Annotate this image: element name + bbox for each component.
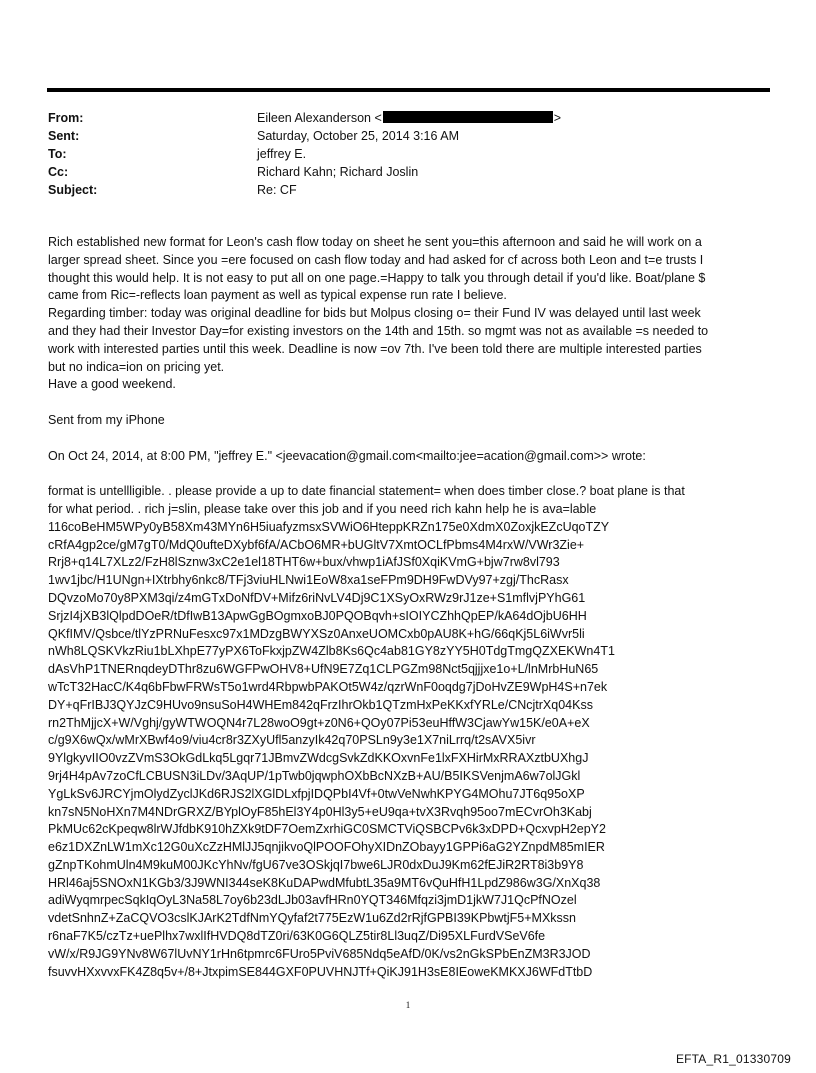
encoded-line: adiWyqmrpecSqkIqOyL3Na58L7oy6b23dLJb03avfHRn0YQT346Mfqzi3jmD1jkW7J1QcPfNOzel <box>48 893 577 908</box>
body-line: Have a good weekend. <box>48 377 176 392</box>
email-header <box>48 109 768 199</box>
cc-row <box>48 163 768 181</box>
sent-from-signature: Sent from my iPhone <box>48 412 165 427</box>
body-line: but no indica=ion on pricing yet. <box>48 359 225 374</box>
sent-value: Saturday, October 25, 2014 3:16 AM <box>257 129 459 143</box>
quoted-message <box>48 483 770 981</box>
from-value <box>257 111 561 125</box>
page-number: 1 <box>405 1000 411 1010</box>
blank-line <box>48 465 770 483</box>
encoded-line: YgLkSv6JRCYjmOlydZyclJKd6RJS2lXGlDLxfpjIDQPbI4Vf+0twVeNwhKPYG4MOhu7JT6q95oXP <box>48 786 585 801</box>
body-line: and they had their Investor Day=for existing investors on the 14th and 15th. so mgmt was not as available =s needed to <box>48 323 709 338</box>
from-close: > <box>553 111 562 125</box>
subject-value: Re: CF <box>257 183 297 197</box>
from-name: Eileen Alexanderson < <box>257 111 382 125</box>
encoded-line: cRfA4gp2ce/gM7gT0/MdQ0ufteDXybf6fA/ACbO6MR+bUGltV7XmtOCLfPbms4M4rxW/VWr3Zie+ <box>48 537 585 552</box>
to-row <box>48 145 768 163</box>
sent-label: Sent: <box>48 129 80 143</box>
email-body <box>48 234 770 981</box>
encoded-line: QKfIMV/Qsbce/tlYzPRNuFesxc97x1MDzgBWYXSz0AnxeUOMCxb0pAU8K+hG/66qKj5L6iWvr5li <box>48 626 585 641</box>
message-paragraph <box>48 234 770 394</box>
quote-header: On Oct 24, 2014, at 8:00 PM, "jeffrey E." <jeevacation@gmail.com<mailto:jee=acation@gmail.com>> wrote: <box>48 448 646 463</box>
encoded-line: HRl46aj5SNOxN1KGb3/3J9WNI344seK8KuDAPwdMfubtL35a9MT6vQuHfH1LpdZ986w3G/XnXq38 <box>48 875 601 890</box>
encoded-line: DQvzoMo70y8PXM3qi/z4mGTxDoNfDV+Mifz6riNvLV4Dj9C1XSyOxRWz9rJ1ze+S1mflvjPYhG61 <box>48 590 586 605</box>
encoded-line: SrjzI4jXB3lQlpdDOeR/tDfIwB13ApwGgBOgmxoBJ0PQOBqvh+sIOIYCZhhQpEP/kA64dOjbU6HH <box>48 608 587 623</box>
from-label: From: <box>48 111 84 125</box>
encoded-line: 1wv1jbc/H1UNgn+IXtrbhy6nkc8/TFj3viuHLNwi1EoW8xa1seFPm9DH9FwDVy97+zgj/ThcRasx <box>48 573 569 588</box>
blank-line <box>48 394 770 412</box>
sent-row <box>48 127 768 145</box>
encoded-line: e6z1DXZnLW1mXc12G0uXcZzHMlJJ5qnjikvoQlPOOFOhyXIDnZObayy1GPPi6aG2YZnpdM85mIER <box>48 840 605 855</box>
encoded-line: nWh8LQSKVkzRiu1bLXhpE77yPX6ToFkxjpZW4Zlb8Ks6Qc4ab81GY8zYY5H0TdgTmgQZXEKWn4T1 <box>48 644 615 659</box>
encoded-line: Rrj8+q14L7XLz2/FzH8lSznw3xC2e1el18THT6w+bux/vhwp1iAfJSf0XqiKVmG+bjw7rw8vl793 <box>48 555 560 570</box>
encoded-line: dAsVhP1TNERnqdeyDThr8zu6WGFPwOHV8+UfN9E7Zq1CLPGZm98Nct5qjjjxe1o+L/lnMrbHuN65 <box>48 662 599 677</box>
redaction-bar <box>383 111 553 123</box>
cc-value: Richard Kahn; Richard Joslin <box>257 165 419 179</box>
encoded-line: PkMUc62cKpeqw8lrWJfdbK910hZXk9tDF7OemZxrhiGC0SMCTViQSBCPv6k3xDPD+QcxvpH2epY2 <box>48 822 606 837</box>
encoded-line: r6naF7K5/czTz+uePlhx7wxlIfHVDQ8dTZ0ri/63K0G6QLZ5tir8Ll3uqZ/Di95XLFurdVSeV6fe <box>48 929 546 944</box>
body-line: thought this would help. It is not easy to put all on one page.=Happy to talk you through detail if you'd like. Boat/plane $ <box>48 270 706 285</box>
encoded-line: fsuvvHXxvvxFK4Z8q5v+/8+JtxpimSE844GXF0PUVHNJTf+QiKJ91H3sE8IEoweKMKXJ6WFdTtbD <box>48 964 593 979</box>
body-line: larger spread sheet. Since you =ere focused on cash flow today and had asked for cf across both Leon and t=e trusts I <box>48 252 704 267</box>
to-value: jeffrey E. <box>257 147 307 161</box>
encoded-line: DY+qFrIBJ3QYJzC9HUvo9nsuSoH4WHEm842qFrzIhrOkb1QTzmHxPeKKxfYRLe/CNcjtrXq04Kss <box>48 697 593 712</box>
subject-row <box>48 181 768 199</box>
encoded-line: rn2ThMjjcX+W/Vghj/gyWTWOQN4r7L28woO9gt+z0N6+QOy07Pi53euHffW3CjawYw15K/e0A+eX <box>48 715 590 730</box>
quote-line: format is untellligible. . please provide a up to date financial statement= when does timber close.? boat plane is that <box>48 484 685 499</box>
header-rule <box>47 88 770 92</box>
body-line: Regarding timber: today was original deadline for bids but Molpus closing o= their Fund IV was delayed until last week <box>48 306 701 321</box>
encoded-line: 116coBeHM5WPy0yB58Xm43MYn6H5iuafyzmsxSVWiO6HteppKRZn175e0XdmX0ZoxjkEZcUqoTZY <box>48 519 610 534</box>
subject-label: Subject: <box>48 183 98 197</box>
bates-number: EFTA_R1_01330709 <box>675 1052 791 1066</box>
cc-label: Cc: <box>48 165 69 179</box>
from-row <box>48 109 768 127</box>
encoded-line: 9rj4H4pAv7zoCfLCBUSN3iLDv/3AqUP/1pTwb0jqwphOXbBcNXzB+AU/B5IKSVenjmA6w7olJGkl <box>48 768 581 783</box>
to-label: To: <box>48 147 67 161</box>
encoded-line: kn7sN5NoHXn7M4NDrGRXZ/BYplOyF85hEl3Y4p0Hl3y5+eU9qa+tvX3Rvqh95oo7mECvrOh3Kabj <box>48 804 592 819</box>
encoded-line: gZnpTKohmUln4M9kuM00JKcYhNv/fgU67ve3OSkjqI7bwe6LJR0dxDuJ9Km62fEJiR2RT8i3b9Y8 <box>48 857 584 872</box>
encoded-line: wTcT32HacC/K4q6bFbwFRWsT5o1wrd4RbpwbPAKOt5W4z/qzrWnF0oqdg7jDoHvZE9WpH4S+n7ek <box>48 679 608 694</box>
body-line: work with interested parties until this week. Deadline is now =ov 7th. I've been told there are multiple interested parties <box>48 341 702 356</box>
quote-line: for what period. . rich j=slin, please take over this job and if you need rich kahn help he is ava=lable <box>48 501 597 516</box>
encoded-line: c/g9X6wQx/wMrXBwf4o9/viu4cr8r3ZXyUfl5anzyIk42q70PSLn9y3e1X7niLrrq/t2sAVX5ivr <box>48 733 536 748</box>
blank-line <box>48 430 770 448</box>
encoded-line: vdetSnhnZ+ZaCQVO3cslKJArK2TdfNmYQyfaf2t775EzW1u6Zd2rRjfGPBI39KPbwtjF5+MXkssn <box>48 911 576 926</box>
body-line: Rich established new format for Leon's cash flow today on sheet he sent you=this afternoon and said he will work on a <box>48 235 702 249</box>
body-line: came from Ric=-reflects loan payment as well as typical expense run rate I believe. <box>48 288 507 303</box>
encoded-line: vW/x/R9JG9YNv8W67lUvNY1rHn6tpmrc6FUro5PviV685Ndq5eAfD/0K/vs2nGkSPbEnZM3R3JOD <box>48 946 591 961</box>
encoded-line: 9YlgkyvIIO0vzZVmS3OkGdLkq5Lgqr71JBmvZWdcgSvkZdKKOxvnFe1lxFXHirMxRRAXztbUXhgJ <box>48 751 589 766</box>
